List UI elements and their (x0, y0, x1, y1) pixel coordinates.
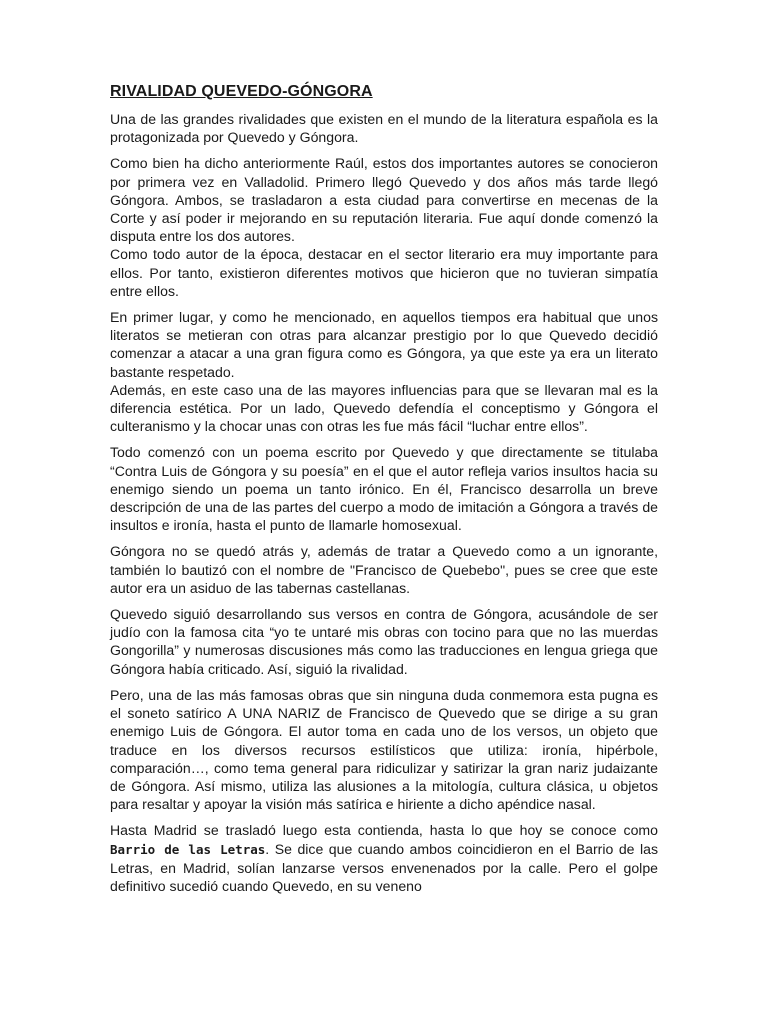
paragraph-poema: Todo comenzó con un poema escrito por Quevedo y que directamente se titulaba “Contra Luis de Góngora y su poesía” en el que el autor refleja varios insultos hacia su enemigo siendo un poema un tanto irónico. En él, Francisco desarrolla un breve descripción de una de las partes del cuerpo a modo de imitación a Góngora a través de insultos e ironía, hasta el punto de llamarle homosexual. (110, 444, 658, 534)
paragraph-epoca: Como todo autor de la época, destacar en el sector literario era muy importante para ellos. Por tanto, existieron diferentes motivos que hicieron que no tuvieran simpatía entre ellos. (110, 246, 658, 299)
paragraph-judio: Quevedo siguió desarrollando sus versos en contra de Góngora, acusándole de ser judío con la famosa cita “yo te untaré mis obras con tocino para que no las muerdas Gongorilla” y numerosas discusiones más como las traducciones en lengua griega que Góngora había criticado. Así, siguió la rivalidad. (110, 606, 658, 677)
paragraph-soneto: Pero, una de las más famosas obras que sin ninguna duda conmemora esta pugna es el soneto satírico A UNA NARIZ de Francisco de Quevedo que se dirige a su gran enemigo Luis de Góngora. El autor toma en cada uno de los versos, un objeto que traduce en los diversos recursos estilísticos que utiliza: ironía, hipérbole, comparación…, como tema general para ridiculizar y satirizar la gran nariz judaizante de Góngora. Así mismo, utiliza las alusiones a la mitología, cultura clásica, u objetos para resaltar y apoyar la visión más satírica e hiriente a dicho apéndice nasal. (110, 686, 658, 813)
paragraph-madrid-text-a: Hasta Madrid se trasladó luego esta contienda, hasta lo que hoy se conoce como (110, 822, 658, 839)
paragraph-intro: Una de las grandes rivalidades que existen en el mundo de la literatura española es la protagonizada por Quevedo y Góngora. (110, 111, 658, 146)
paragraph-madrid (110, 821, 658, 895)
paragraph-estetica: Además, en este caso una de las mayores influencias para que se llevaran mal es la diferencia estética. Por un lado, Quevedo defendía el conceptismo y Góngora el culteranismo y la chocar unas con otras les fue más fácil “luchar entre ellos”. (110, 381, 658, 435)
paragraph-primer-lugar: En primer lugar, y como he mencionado, en aquellos tiempos era habitual que unos literatos se metieran con otras para alcanzar prestigio por lo que Quevedo decidió comenzar a atacar a una gran figura como es Góngora, ya que este ya era un literato bastante respetado. (110, 309, 658, 380)
paragraph-valladolid: Como bien ha dicho anteriormente Raúl, estos dos importantes autores se conocieron por primera vez en Valladolid. Primero llegó Quevedo y dos años más tarde llegó Góngora. Ambos, se trasladaron a esta ciudad para convertirse en mecenas de la Corte y así poder ir mejorando en su reputación literaria. Fue aquí donde comenzó la disputa entre los dos autores. (110, 155, 658, 245)
paragraph-madrid-text-b: . Se dice que cuando ambos coincidieron en el Barrio de las Letras, en Madrid, solían lanzarse versos envenenados por la calle. Pero el golpe definitivo sucedió cuando Quevedo, en su veneno (110, 840, 659, 894)
barrio-letras-bold: Barrio de las Letras (110, 841, 266, 857)
document-title: RIVALIDAD QUEVEDO-GÓNGORA (110, 83, 373, 100)
paragraph-quebebo: Góngora no se quedó atrás y, además de tratar a Quevedo como a un ignorante, también lo bautizó con el nombre de "Francisco de Quebebo", pues se cree que este autor era un asiduo de las tabernas castellanas. (110, 543, 658, 596)
